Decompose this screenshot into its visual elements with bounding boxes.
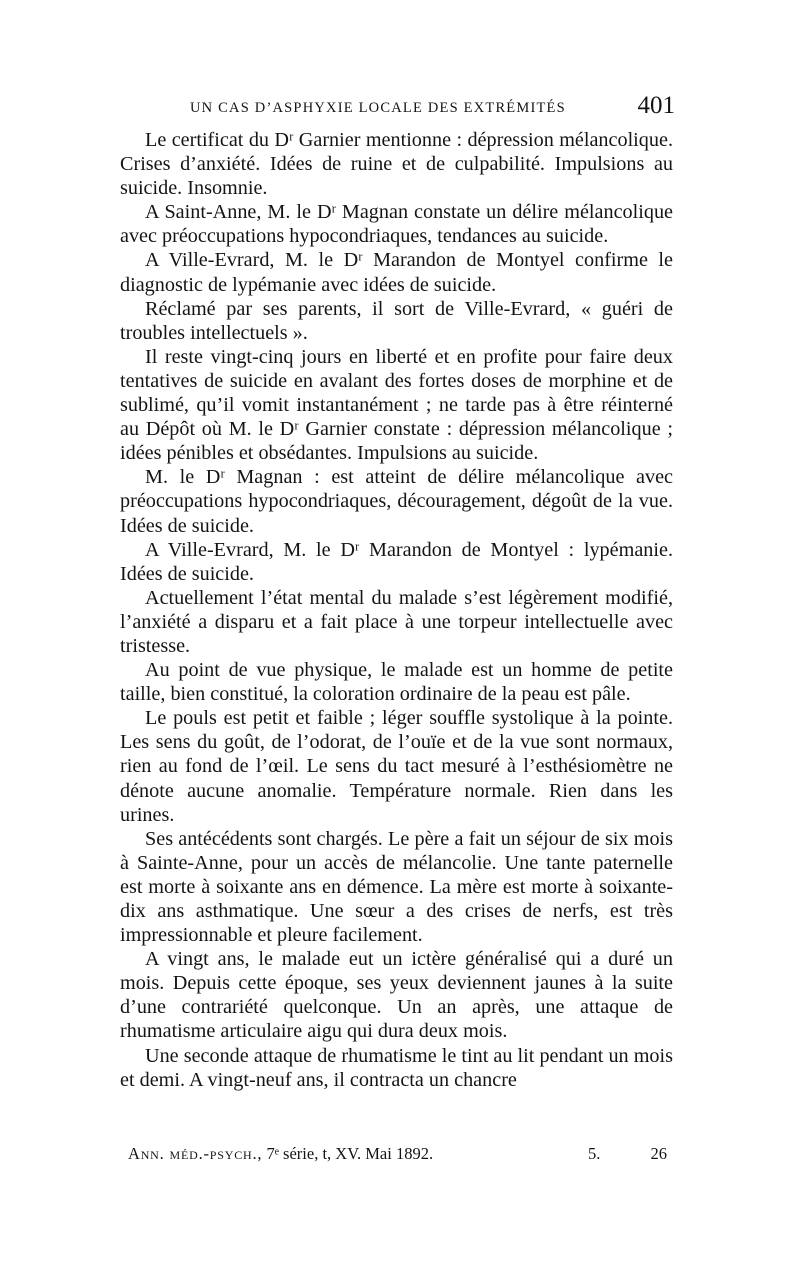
sheet-number: 26 (650, 1144, 667, 1163)
paragraph: Au point de vue physique, le malade est un homme de petite taille, bien constitué, la coloration ordinaire de la peau est pâle. (120, 659, 673, 706)
page-footer (120, 1144, 673, 1172)
signature-mark: 5. (588, 1144, 601, 1163)
body-text (120, 128, 673, 1092)
paragraph: Il reste vingt-cinq jours en liberté et en profite pour faire deux tentatives de suicide en avalant des fortes doses de morphine et de sublimé, qu’il vomit instantanément ; ne tarde pas à être réinterné au Dépôt où M. le Dʳ Garnier constate : dépression mélancolique ; idées pénibles et obsédantes. Impulsions au suicide. (120, 345, 673, 465)
paragraph: Le certificat du Dʳ Garnier mentionne : dépression mélancolique. Crises d’anxiété. Idées de ruine et de culpabilité. Impulsions au suicide. Insomnie. (120, 129, 673, 200)
running-header (118, 92, 675, 126)
paragraph: A Saint-Anne, M. le Dʳ Magnan constate un délire mélancolique avec préoccupations hypocondriaques, tendances au suicide. (120, 201, 673, 248)
paragraph: M. le Dʳ Magnan : est atteint de délire mélancolique avec préoccupations hypocondriaques, découragement, dégoût de la vue. Idées de suicide. (120, 466, 673, 537)
journal-abbreviation: Ann. méd.-psych., (128, 1144, 263, 1163)
paragraph: Actuellement l’état mental du malade s’est légèrement modifié, l’anxiété a disparu et a fait place à une torpeur intellectuelle avec tristesse. (120, 586, 673, 657)
paragraph: Une seconde attaque de rhumatisme le tint au lit pendant un mois et demi. A vingt-neuf ans, il contracta un chancre (120, 1044, 673, 1091)
page-number: 401 (637, 92, 675, 119)
journal-details: 7ᵉ série, t, XV. Mai 1892. (266, 1144, 434, 1163)
paragraph: Le pouls est petit et faible ; léger souffle systolique à la pointe. Les sens du goût, de l’odorat, de l’ouïe et de la vue sont normaux, rien au fond de l’œil. Le sens du tact mesuré à l’esthésiomètre ne dénote aucune anomalie. Température normale. Rien dans les urines. (120, 707, 673, 826)
paragraph: Réclamé par ses parents, il sort de Ville-Evrard, « guéri de troubles intellectuels ». (120, 297, 673, 344)
paragraph: Ses antécédents sont chargés. Le père a fait un séjour de six mois à Sainte-Anne, pour un accès de mélancolie. Une tante paternelle est morte à soixante ans en démence. La mère est morte à soixante-dix ans asthmatique. Une sœur a des crises de nerfs, est très impressionnable et pleure facilement. (120, 827, 673, 947)
paragraph: A Ville-Evrard, M. le Dʳ Marandon de Montyel confirme le diagnostic de lypémanie avec idées de suicide. (120, 249, 673, 296)
running-title: UN CAS D’ASPHYXIE LOCALE DES EXTRÉMITÉS (190, 100, 566, 116)
journal-reference (128, 1144, 433, 1164)
paragraph: A vingt ans, le malade eut un ictère généralisé qui a duré un mois. Depuis cette époque, ses yeux deviennent jaunes à la suite d’une contrariété quelconque. Un an après, une attaque de rhumatisme articulaire aigu qui dura deux mois. (120, 948, 673, 1043)
paragraph: A Ville-Evrard, M. le Dʳ Marandon de Montyel : lypémanie. Idées de suicide. (120, 538, 673, 585)
